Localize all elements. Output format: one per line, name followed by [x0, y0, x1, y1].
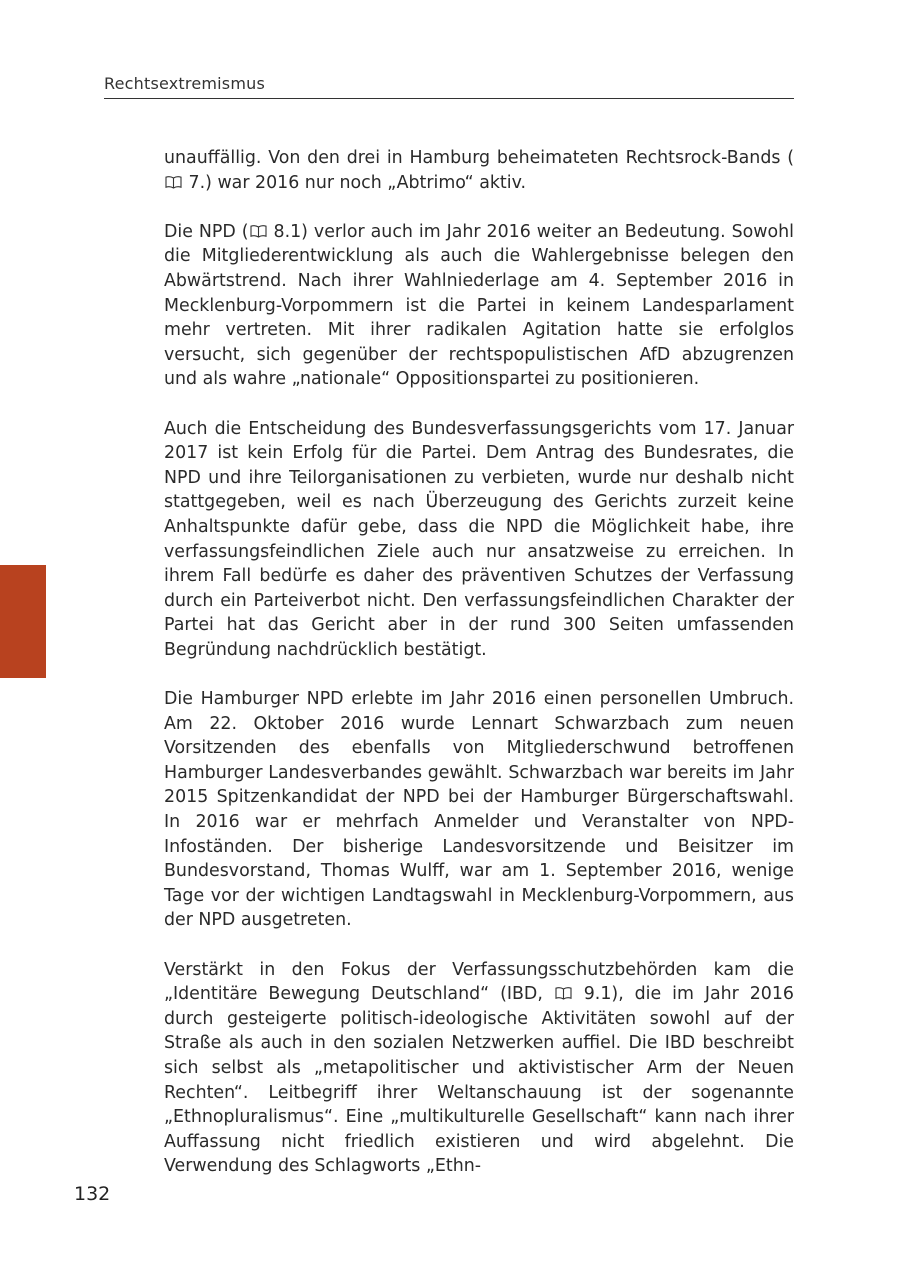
header-rule [104, 98, 794, 99]
paragraph-3: Auch die Entscheidung des Bundesverfassungsgerichts vom 17. Januar 2017 ist kein Erfolg für die Partei. Dem Antrag des Bundesrates, die NPD und ihre Teilorganisationen zu verbieten, wurde nur deshalb nicht stattgegeben, weil es nach Überzeugung des Gerichts zurzeit keine Anhaltspunkte dafür gebe, dass die NPD die Möglichkeit habe, ihre verfassungsfeindlichen Ziele auch nur ansatzweise zu erreichen. In ihrem Fall bedürfe es daher des präventiven Schutzes der Verfassung durch ein Parteiverbot nicht. Den verfassungsfeindlichen Charakter der Partei hat das Gericht aber in der rund 300 Seiten umfassenden Begründung nachdrücklich bestätigt. [164, 418, 794, 660]
cross-reference: 7.) [188, 172, 212, 193]
paragraph-1 [164, 146, 794, 195]
body-text [164, 146, 794, 1204]
chapter-marker-tab [0, 565, 46, 678]
page-number: 132 [74, 1183, 111, 1205]
book-reference-icon [555, 986, 572, 1000]
book-reference-icon [165, 175, 182, 189]
book-reference-icon [250, 224, 267, 238]
paragraph-5-text-a: Verstärkt in den Fokus der Verfassungsschutzbehörden kam die „Identitäre Bewegung Deutschland“ (IBD, [164, 959, 794, 1005]
paragraph-2-text-b: verlor auch im Jahr 2016 weiter an Bedeutung. Sowohl die Mitgliederentwicklung als auch die Wahlergebnisse belegen den Abwärtstrend. Nach ihrer Wahlniederlage am 4. September 2016 in Mecklenburg-Vorpommern ist die Partei in keinem Landesparlament mehr vertreten. Mit ihrer radikalen Agitation hatte sie erfolglos versucht, sich gegenüber der rechtspopulistischen AfD abzugrenzen und als wahre „nationale“ Oppositionspartei zu positionieren. [164, 221, 794, 390]
paragraph-2-text-a: Die NPD ( [164, 221, 249, 242]
paragraph-1-text-a: unauffällig. Von den drei in Hamburg beheimateten Rechtsrock-Bands ( [164, 148, 794, 168]
paragraph-5-text-b: , die im Jahr 2016 durch gesteigerte politisch-ideologische Aktivitäten sowohl auf der Straße als auch in den sozialen Netzwerken auffiel. Die IBD beschreibt sich selbst als „metapolitischer und aktivistischer Arm der Neuen Rechten“. Leitbegriff ihrer Weltanschauung ist der sogenannte „Ethnopluralismus“. Eine „multikulturelle Gesellschaft“ kann nach ihrer Auffassung nicht friedlich existieren und wird abgelehnt. Die Verwendung des Schlagworts „Ethn- [164, 984, 794, 1177]
paragraph-5 [164, 958, 794, 1179]
cross-reference: 8.1) [273, 221, 308, 242]
running-header: Rechtsextremismus [104, 74, 265, 93]
paragraph-4: Die Hamburger NPD erlebte im Jahr 2016 einen personellen Umbruch. Am 22. Oktober 2016 wurde Lennart Schwarzbach zum neuen Vorsitzenden des ebenfalls von Mitgliederschwund betroffenen Hamburger Landesverbandes gewählt. Schwarzbach war bereits im Jahr 2015 Spitzenkandidat der NPD bei der Hamburger Bürgerschaftswahl. In 2016 war er mehrfach Anmelder und Veranstalter von NPD-Infoständen. Der bisherige Landesvorsitzende und Beisitzer im Bundesvorstand, Thomas Wulff, war am 1. September 2016, wenige Tage vor der wichtigen Landtagswahl in Mecklenburg-Vorpommern, aus der NPD ausgetreten. [164, 689, 794, 931]
cross-reference: 9.1) [583, 984, 619, 1005]
paragraph-1-text-b: war 2016 nur noch „Abtrimo“ aktiv. [211, 172, 527, 193]
paragraph-2 [164, 220, 794, 392]
